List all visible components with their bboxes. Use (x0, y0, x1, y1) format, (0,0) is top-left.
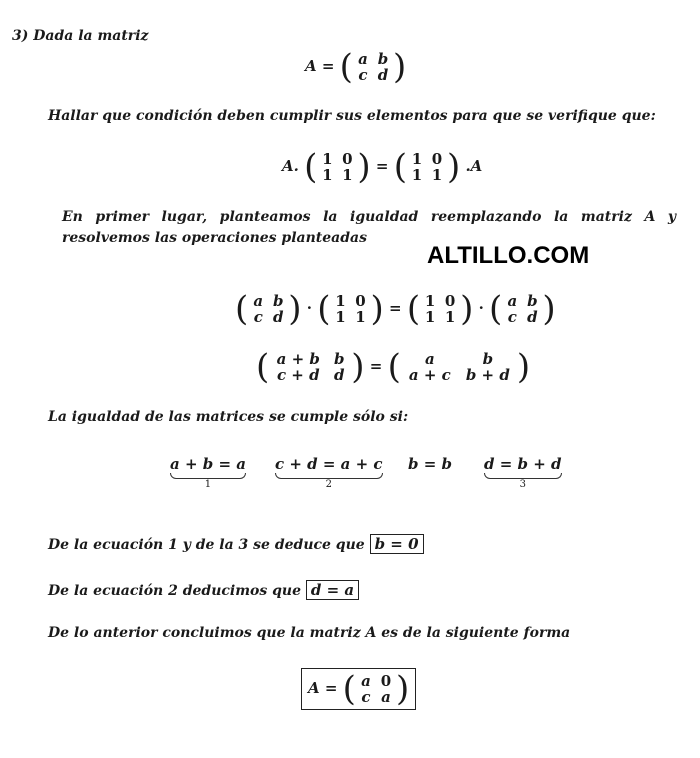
matrix-cell: a (381, 688, 391, 706)
equation-index: 2 (325, 479, 332, 490)
condition-matrix-left: ( 1 0 1 1 ) (304, 147, 371, 187)
matrix-cell: 1 (355, 308, 366, 326)
matrix-a-cell: d (377, 66, 389, 84)
condition-cell: 1 (411, 166, 423, 184)
condition-left: A. (282, 157, 299, 175)
task-statement: Hallar que condición deben cumplir sus elementos para que se verifique que: (48, 108, 656, 124)
equation-identity: b = b (408, 455, 452, 473)
matrix-cell: c (253, 308, 263, 326)
matrix-cell: 1 (424, 292, 436, 310)
final-matrix-box (301, 668, 416, 710)
matrix-cell: 1 (335, 308, 346, 326)
matrix-a-label: A = (305, 57, 335, 75)
condition-equation (282, 147, 483, 187)
matrix-cell: b (273, 292, 284, 310)
deduction-2 (48, 581, 359, 599)
matrix-cell: 1 (424, 308, 436, 326)
equation-2 (275, 455, 383, 490)
result-d-box: d = a (306, 580, 359, 600)
matrix-cell: 1 (335, 292, 346, 310)
condition-cell: 1 (342, 166, 353, 184)
condition-cell: 1 (411, 150, 423, 168)
condition-cell: 1 (322, 166, 333, 184)
matrix-abcd: ( a b c d ) (235, 289, 302, 329)
matrix-cell: a (424, 350, 435, 368)
equals-sign: = (389, 299, 402, 317)
matrix-abcd: ( a b c d ) (489, 289, 556, 329)
matrix-1011: ( 1 0 1 1 ) (317, 289, 384, 329)
matrix-cell: 1 (444, 308, 456, 326)
condition-cell: 1 (322, 150, 333, 168)
matrix-cell: b (482, 350, 494, 368)
condition-right: .A (465, 157, 483, 175)
matrix-cell: d (527, 308, 538, 326)
product-equation (235, 289, 556, 329)
deduction-1 (48, 535, 424, 553)
matrix-cell: d (273, 308, 284, 326)
equals-sign: = (369, 357, 383, 375)
matrix-cell: b (334, 350, 345, 368)
matrix-a-cell: c (358, 66, 368, 84)
dot-operator: · (306, 299, 312, 317)
matrix-cell: a + c (408, 366, 451, 384)
problem-number: 3) (12, 28, 29, 44)
matrix-a-cell: a (358, 50, 368, 68)
deduction-1-text: De la ecuación 1 y de la 3 se deduce que (48, 537, 365, 553)
matrix-cell: c (361, 688, 371, 706)
matrix-cell: d (334, 366, 345, 384)
condition-cell: 1 (431, 166, 443, 184)
condition-matrix-right: ( 1 0 1 1 ) (393, 147, 461, 187)
deduction-2-text: De la ecuación 2 deducimos que (48, 583, 302, 599)
final-matrix: ( a 0 c a ) (342, 669, 410, 709)
equation-3 (484, 455, 562, 490)
matrix-cell: b (527, 292, 538, 310)
equals-sign: = (375, 157, 389, 175)
matrix-1011: ( 1 0 1 1 ) (406, 289, 474, 329)
equation-1 (170, 455, 246, 490)
matrix-cell: c (507, 308, 517, 326)
equation-expr: d = b + d (484, 455, 562, 473)
matrix-cell: 0 (355, 292, 366, 310)
deduction-3: De lo anterior concluimos que la matriz A es de la siguiente forma (48, 625, 571, 641)
matrix-cell: 0 (380, 672, 392, 690)
equation-index: 1 (204, 479, 212, 490)
matrix-cell: b + d (465, 366, 510, 384)
matrix-cell: a + b (276, 350, 320, 368)
matrix-cell: a (507, 292, 518, 310)
matrix-sum-left: ( a + b b c + d d ) (256, 347, 365, 387)
matrix-cell: a (361, 672, 371, 690)
equation-expr: c + d = a + c (275, 455, 383, 473)
result-b-box: b = 0 (370, 534, 424, 554)
equation-expr: a + b = a (170, 455, 246, 473)
conditions-statement: La igualdad de las matrices se cumple sólo si: (48, 409, 409, 425)
condition-cell: 0 (431, 150, 443, 168)
problem-heading (12, 28, 148, 44)
matrix-a-cell: b (377, 50, 389, 68)
matrix-sum-right: ( a b a + c b + d ) (387, 347, 531, 387)
sum-equation (256, 347, 531, 387)
matrix-cell: c + d (276, 366, 320, 384)
equation-index: 3 (519, 479, 526, 490)
dot-operator: · (478, 299, 484, 317)
condition-cell: 0 (342, 150, 353, 168)
step1-paragraph: En primer lugar, planteamos la igualdad reemplazando la matriz A y resolvemos las operaciones planteadas (62, 209, 676, 246)
matrix-cell: a (253, 292, 264, 310)
final-matrix-label: A = (308, 679, 338, 697)
matrix-cell: 0 (444, 292, 456, 310)
problem-intro: Dada la matriz (33, 28, 149, 44)
watermark-logo: ALTILLO.COM (427, 242, 590, 269)
matrix-a: ( a b c d ) (339, 47, 407, 87)
matrix-a-definition (305, 47, 407, 87)
